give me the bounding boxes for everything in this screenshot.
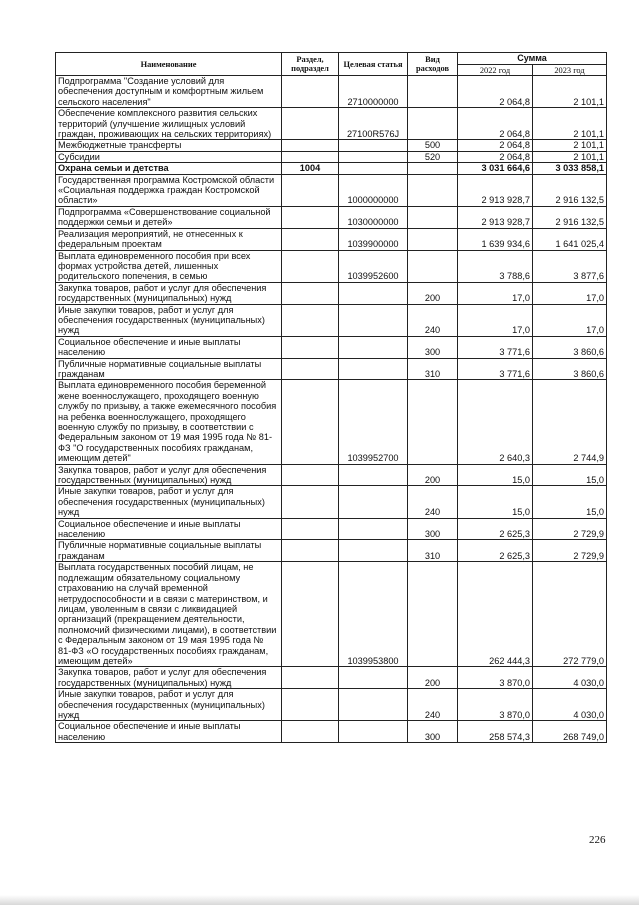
cell-section xyxy=(282,562,339,667)
table-row xyxy=(56,540,607,562)
cell-sum-2023: 2 101,1 xyxy=(533,108,607,140)
cell-target xyxy=(339,689,408,721)
cell-section xyxy=(282,140,339,151)
cell-sum-2023: 2 916 132,5 xyxy=(533,174,607,206)
cell-sum-2023: 15,0 xyxy=(533,486,607,518)
cell-section xyxy=(282,358,339,380)
cell-sum-2023: 268 749,0 xyxy=(533,721,607,743)
cell-name: Закупка товаров, работ и услуг для обеспечения государственных (муниципальных) нужд xyxy=(56,667,282,689)
cell-sum-2023: 2 729,9 xyxy=(533,540,607,562)
header-target: Целевая статья xyxy=(339,53,408,76)
cell-section xyxy=(282,151,339,162)
cell-section xyxy=(282,250,339,282)
cell-name: Закупка товаров, работ и услуг для обеспечения государственных (муниципальных) нужд xyxy=(56,282,282,304)
cell-section xyxy=(282,540,339,562)
cell-sum-2023: 17,0 xyxy=(533,304,607,336)
cell-expense-type xyxy=(408,163,458,174)
cell-section xyxy=(282,689,339,721)
table-row xyxy=(56,464,607,486)
cell-sum-2023: 272 779,0 xyxy=(533,562,607,667)
cell-expense-type: 300 xyxy=(408,721,458,743)
cell-sum-2022: 258 574,3 xyxy=(458,721,533,743)
cell-sum-2023: 2 729,9 xyxy=(533,518,607,540)
cell-sum-2022: 3 870,0 xyxy=(458,689,533,721)
cell-target xyxy=(339,721,408,743)
cell-expense-type xyxy=(408,174,458,206)
cell-expense-type: 240 xyxy=(408,304,458,336)
cell-expense-type: 310 xyxy=(408,540,458,562)
cell-target: 1039952600 xyxy=(339,250,408,282)
table-row xyxy=(56,140,607,151)
table-row xyxy=(56,76,607,108)
table-header xyxy=(56,53,607,76)
header-year-2023: 2023 год xyxy=(533,65,607,76)
cell-expense-type xyxy=(408,380,458,464)
table-row xyxy=(56,518,607,540)
cell-name: Иные закупки товаров, работ и услуг для обеспечения государственных (муниципальных) нужд xyxy=(56,689,282,721)
table-row xyxy=(56,486,607,518)
table-row xyxy=(56,358,607,380)
cell-sum-2023: 2 101,1 xyxy=(533,151,607,162)
cell-sum-2023: 3 877,6 xyxy=(533,250,607,282)
cell-expense-type: 310 xyxy=(408,358,458,380)
cell-section xyxy=(282,206,339,228)
cell-section: 1004 xyxy=(282,163,339,174)
cell-sum-2022: 2 625,3 xyxy=(458,540,533,562)
cell-section xyxy=(282,336,339,358)
cell-sum-2022: 3 788,6 xyxy=(458,250,533,282)
cell-sum-2022: 17,0 xyxy=(458,304,533,336)
budget-table xyxy=(55,52,607,743)
cell-sum-2023: 4 030,0 xyxy=(533,667,607,689)
cell-sum-2023: 2 744,9 xyxy=(533,380,607,464)
cell-name: Социальное обеспечение и иные выплаты населению xyxy=(56,721,282,743)
table-row xyxy=(56,304,607,336)
cell-sum-2022: 1 639 934,6 xyxy=(458,228,533,250)
page-number: 226 xyxy=(589,834,606,846)
table-row xyxy=(56,206,607,228)
table-row xyxy=(56,562,607,667)
cell-expense-type: 200 xyxy=(408,464,458,486)
cell-sum-2022: 2 064,8 xyxy=(458,151,533,162)
cell-sum-2023: 2 101,1 xyxy=(533,140,607,151)
cell-name: Закупка товаров, работ и услуг для обеспечения государственных (муниципальных) нужд xyxy=(56,464,282,486)
cell-sum-2022: 15,0 xyxy=(458,464,533,486)
cell-expense-type: 240 xyxy=(408,486,458,518)
cell-sum-2022: 2 625,3 xyxy=(458,518,533,540)
cell-sum-2022: 3 771,6 xyxy=(458,358,533,380)
cell-name: Выплата единовременного пособия беременной жене военнослужащего, проходящего военную службу по призыву, а также ежемесячного пособия на ребенка военнослужащего, проходящего военную службу по призыву, в соответствии с Федеральным законом от 19 мая 1995 года № 81-ФЗ "О государственных пособиях гражданам, имеющим детей" xyxy=(56,380,282,464)
cell-sum-2023: 3 860,6 xyxy=(533,358,607,380)
cell-section xyxy=(282,174,339,206)
cell-target: 1030000000 xyxy=(339,206,408,228)
header-sum: Сумма xyxy=(458,53,607,65)
cell-expense-type xyxy=(408,562,458,667)
cell-target: 1039900000 xyxy=(339,228,408,250)
cell-expense-type xyxy=(408,250,458,282)
cell-expense-type xyxy=(408,108,458,140)
cell-name: Публичные нормативные социальные выплаты гражданам xyxy=(56,358,282,380)
header-name: Наименование xyxy=(56,53,282,76)
table-row xyxy=(56,228,607,250)
cell-sum-2022: 15,0 xyxy=(458,486,533,518)
cell-target xyxy=(339,518,408,540)
table-row xyxy=(56,667,607,689)
cell-target: 2710000000 xyxy=(339,76,408,108)
cell-sum-2023: 3 033 858,1 xyxy=(533,163,607,174)
cell-target xyxy=(339,486,408,518)
cell-sum-2023: 3 860,6 xyxy=(533,336,607,358)
cell-sum-2023: 17,0 xyxy=(533,282,607,304)
cell-section xyxy=(282,282,339,304)
header-section: Раздел, подраздел xyxy=(282,53,339,76)
cell-name: Публичные нормативные социальные выплаты гражданам xyxy=(56,540,282,562)
cell-sum-2022: 3 870,0 xyxy=(458,667,533,689)
cell-sum-2023: 2 916 132,5 xyxy=(533,206,607,228)
cell-expense-type: 200 xyxy=(408,667,458,689)
cell-sum-2022: 17,0 xyxy=(458,282,533,304)
cell-sum-2022: 3 771,6 xyxy=(458,336,533,358)
cell-target xyxy=(339,151,408,162)
cell-name: Межбюджетные трансферты xyxy=(56,140,282,151)
cell-sum-2022: 3 031 664,6 xyxy=(458,163,533,174)
cell-name: Иные закупки товаров, работ и услуг для обеспечения государственных (муниципальных) нужд xyxy=(56,304,282,336)
cell-section xyxy=(282,108,339,140)
table-body xyxy=(56,76,607,743)
table-row xyxy=(56,250,607,282)
cell-section xyxy=(282,486,339,518)
cell-expense-type xyxy=(408,228,458,250)
cell-expense-type: 300 xyxy=(408,518,458,540)
cell-name: Подпрограмма "Создание условий для обеспечения доступным и комфортным жильем сельского населения" xyxy=(56,76,282,108)
cell-sum-2022: 2 913 928,7 xyxy=(458,174,533,206)
cell-target: 1000000000 xyxy=(339,174,408,206)
cell-section xyxy=(282,721,339,743)
cell-expense-type xyxy=(408,206,458,228)
table-row xyxy=(56,163,607,174)
cell-target xyxy=(339,304,408,336)
cell-section xyxy=(282,380,339,464)
cell-target xyxy=(339,667,408,689)
cell-name: Социальное обеспечение и иные выплаты населению xyxy=(56,336,282,358)
cell-name: Подпрограмма «Совершенствование социальной поддержки семьи и детей» xyxy=(56,206,282,228)
cell-name: Социальное обеспечение и иные выплаты населению xyxy=(56,518,282,540)
cell-name: Реализация мероприятий, не отнесенных к федеральным проектам xyxy=(56,228,282,250)
cell-target: 27100R576J xyxy=(339,108,408,140)
table-row xyxy=(56,108,607,140)
header-expense-type: Вид расходов xyxy=(408,53,458,76)
cell-sum-2022: 2 064,8 xyxy=(458,140,533,151)
cell-section xyxy=(282,667,339,689)
cell-name: Иные закупки товаров, работ и услуг для обеспечения государственных (муниципальных) нужд xyxy=(56,486,282,518)
cell-target: 1039953800 xyxy=(339,562,408,667)
cell-sum-2022: 2 064,8 xyxy=(458,108,533,140)
cell-name: Выплата единовременного пособия при всех формах устройства детей, лишенных родительского попечения, в семью xyxy=(56,250,282,282)
cell-section xyxy=(282,464,339,486)
cell-expense-type: 520 xyxy=(408,151,458,162)
cell-name: Субсидии xyxy=(56,151,282,162)
table-row xyxy=(56,151,607,162)
cell-expense-type: 300 xyxy=(408,336,458,358)
cell-target xyxy=(339,282,408,304)
cell-name: Выплата государственных пособий лицам, не подлежащим обязательному социальному страхованию на случай временной нетрудоспособности и в связи с материнством, и лицам, уволенным в связи с ликвидацией организаций (прекращением деятельности, полномочий физическими лицами), в соответствии с Федеральным законом от 19 мая 1995 года № 81-ФЗ «О государственных пособиях гражданам, имеющим детей» xyxy=(56,562,282,667)
table-row xyxy=(56,721,607,743)
cell-name: Охрана семьи и детства xyxy=(56,163,282,174)
cell-target xyxy=(339,540,408,562)
cell-sum-2022: 262 444,3 xyxy=(458,562,533,667)
cell-expense-type xyxy=(408,76,458,108)
cell-sum-2023: 4 030,0 xyxy=(533,689,607,721)
cell-target: 1039952700 xyxy=(339,380,408,464)
cell-sum-2022: 2 640,3 xyxy=(458,380,533,464)
header-year-2022: 2022 год xyxy=(458,65,533,76)
cell-target xyxy=(339,358,408,380)
table-row xyxy=(56,282,607,304)
cell-sum-2023: 1 641 025,4 xyxy=(533,228,607,250)
cell-sum-2023: 15,0 xyxy=(533,464,607,486)
table-row xyxy=(56,689,607,721)
table-row xyxy=(56,174,607,206)
cell-section xyxy=(282,76,339,108)
cell-sum-2022: 2 913 928,7 xyxy=(458,206,533,228)
cell-section xyxy=(282,518,339,540)
cell-target xyxy=(339,464,408,486)
cell-expense-type: 500 xyxy=(408,140,458,151)
cell-sum-2022: 2 064,8 xyxy=(458,76,533,108)
cell-target xyxy=(339,140,408,151)
cell-section xyxy=(282,228,339,250)
page-edge-shadow xyxy=(0,895,639,905)
cell-sum-2023: 2 101,1 xyxy=(533,76,607,108)
cell-expense-type: 200 xyxy=(408,282,458,304)
cell-section xyxy=(282,304,339,336)
cell-name: Государственная программа Костромской области «Социальная поддержка граждан Костромской области» xyxy=(56,174,282,206)
cell-expense-type: 240 xyxy=(408,689,458,721)
cell-name: Обеспечение комплексного развития сельских территорий (улучшение жилищных условий граждан, проживающих на сельских территориях) xyxy=(56,108,282,140)
table-row xyxy=(56,336,607,358)
cell-target xyxy=(339,163,408,174)
table-row xyxy=(56,380,607,464)
cell-target xyxy=(339,336,408,358)
